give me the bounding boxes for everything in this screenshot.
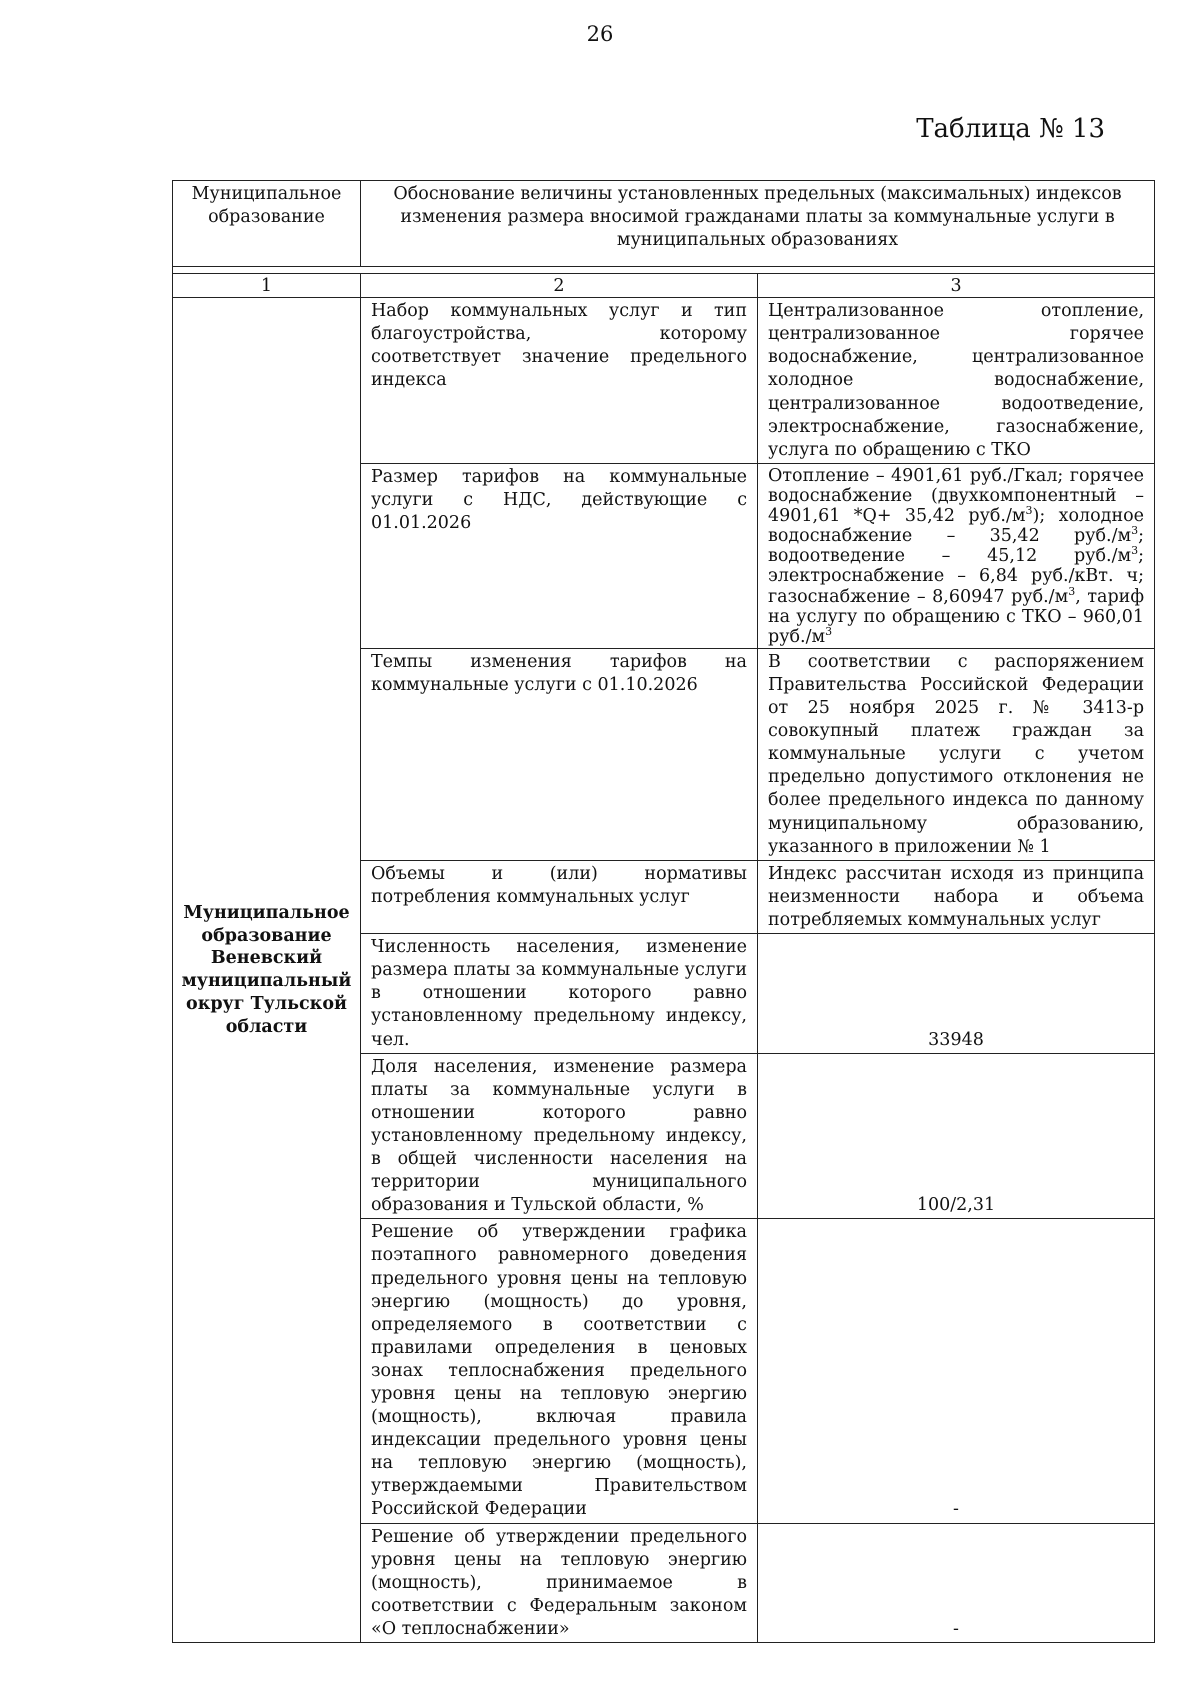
table-row: [173, 298, 1155, 464]
row-label: Численность населения, изменение размера платы за коммунальные услуги в отношении которого равно установленному предельному индексу, чел.: [361, 934, 758, 1053]
index-justification-table: [172, 180, 1155, 1643]
superscript: 3: [1068, 584, 1076, 598]
row-value: 33948: [758, 934, 1155, 1053]
tariff-part: ); холодное водоснабжение – 35,42 руб./м: [768, 506, 1144, 547]
superscript: 3: [1131, 524, 1139, 538]
row-value: 100/2,31: [758, 1053, 1155, 1219]
table-title: Таблица № 13: [916, 114, 1105, 144]
superscript: 3: [825, 624, 833, 638]
header-municipality: Муниципальное образование: [173, 181, 361, 267]
column-number-2: 2: [361, 274, 758, 298]
row-value: В соответствии с распоряжением Правительства Российской Федерации от 25 ноября 2025 г. № 3413-р совокупный платеж граждан за коммунальные услуги с учетом предельно допустимого отклонения не более предельного индекса по данному муниципальному образованию, указанного в приложении № 1: [758, 648, 1155, 860]
column-number-row: [173, 274, 1155, 298]
tariff-part: , тариф на услугу по обращению с ТКО – 960,01 руб./м: [768, 586, 1145, 647]
header-separator: [173, 267, 1155, 274]
row-value: Централизованное отопление, централизованное горячее водоснабжение, централизованное холодное водоснабжение, централизованное водоотведение, электроснабжение, газоснабжение, услуга по обращению с ТКО: [758, 298, 1155, 464]
header-justification: Обоснование величины установленных предельных (максимальных) индексов изменения размера вносимой гражданами платы за коммунальные услуги в муниципальных образованиях: [361, 181, 1155, 267]
row-label: Решение об утверждении предельного уровня цены на тепловую энергию (мощность), принимаемое в соответствии с Федеральным законом «О теплоснабжении»: [361, 1523, 758, 1642]
tariff-part: ; электроснабжение – 6,84 руб./кВт. ч; газоснабжение – 8,60947 руб./м: [768, 546, 1145, 607]
row-label: Темпы изменения тарифов на коммунальные услуги с 01.10.2026: [361, 648, 758, 860]
row-value: -: [758, 1523, 1155, 1642]
column-number-1: 1: [173, 274, 361, 298]
row-value: Индекс рассчитан исходя из принципа неизменности набора и объема потребляемых коммунальных услуг: [758, 860, 1155, 933]
row-label: Решение об утверждении графика поэтапного равномерного доведения предельного уровня цены на тепловую энергию (мощность) до уровня, определяемого в соответствии с правилами определения в ценовых зонах теплоснабжения предельного уровня цены на тепловую энергию (мощность), включая правила индексации предельного уровня цены на тепловую энергию (мощность), утверждаемыми Правительством Российской Федерации: [361, 1219, 758, 1523]
tariff-part: Отопление – 4901,61 руб./Гкал; горячее водоснабжение (двухкомпонентный – 4901,61 *Q+ 35,42 руб./м: [768, 465, 1145, 527]
row-label: Объемы и (или) нормативы потребления коммунальных услуг: [361, 860, 758, 933]
column-number-3: 3: [758, 274, 1155, 298]
row-value-tariffs: [758, 463, 1155, 648]
row-label: Доля населения, изменение размера платы за коммунальные услуги в отношении которого равно установленному предельному индексу, в общей численности населения на территории муниципального образования и Тульской области, %: [361, 1053, 758, 1219]
table-header-row: [173, 181, 1155, 267]
tariff-part: ; водоотведение – 45,12 руб./м: [768, 526, 1145, 567]
row-label: Набор коммунальных услуг и тип благоустройства, которому соответствует значение предельного индекса: [361, 298, 758, 464]
page-number: 26: [586, 22, 614, 46]
row-label: Размер тарифов на коммунальные услуги с НДС, действующие с 01.01.2026: [361, 463, 758, 648]
row-value: -: [758, 1219, 1155, 1523]
municipality-name: Муниципальное образование Веневский муниципальный округ Тульской области: [173, 298, 361, 1643]
superscript: 3: [1131, 544, 1139, 558]
superscript: 3: [1025, 504, 1033, 518]
